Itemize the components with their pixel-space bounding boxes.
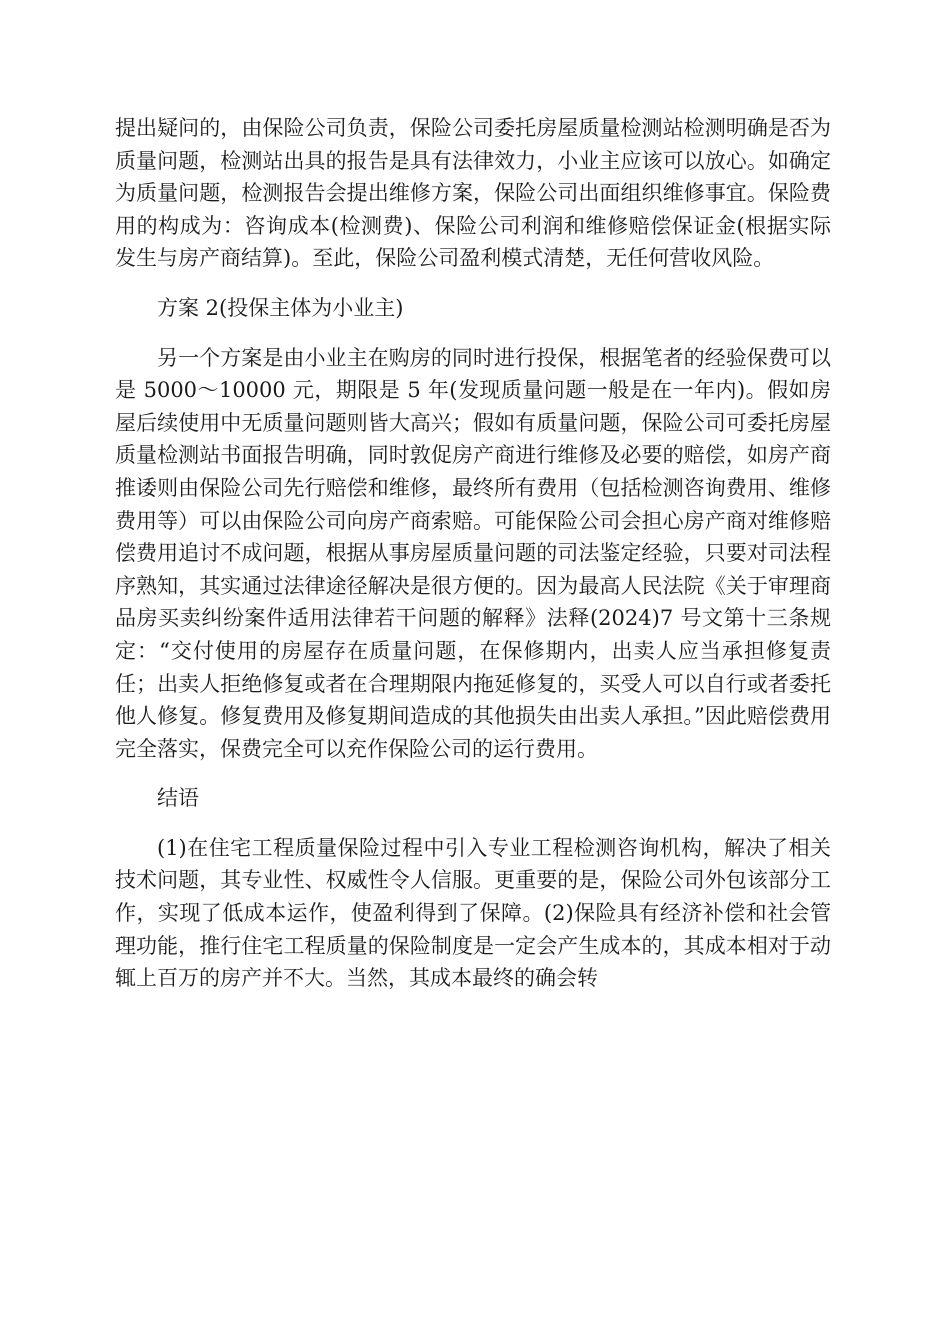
paragraph-plan-2: 另一个方案是由小业主在购房的同时进行投保，根据笔者的经验保费可以是 5000～10000 元，期限是 5 年(发现质量问题一般是在一年内)。假如房屋后续使用中无质量问题则皆大高兴；假如有质量问题，保险公司可委托房屋质量检测站书面报告明确，同时敦促房产商进行维修及必要的赔偿，如房产商推诿则由保险公司先行赔偿和维修，最终所有费用（包括检测咨询费用、维修费用等）可以由保险公司向房产商索赔。可能保险公司会担心房产商对维修赔偿费用追讨不成问题，根据从事房屋质量问题的司法鉴定经验，只要对司法程序熟知，其实通过法律途径解决是很方便的。因为最高人民法院《关于审理商品房买卖纠纷案件适用法律若干问题的解释》法释(2024)7 号文第十三条规定：“交付使用的房屋存在质量问题，在保修期内，出卖人应当承担修复责任；出卖人拒绝修复或者在合理期限内拖延修复的，买受人可以自行或者委托他人修复。修复费用及修复期间造成的其他损失由出卖人承担。”因此赔偿费用完全落实，保费完全可以充作保险公司的运行费用。 (115, 345, 831, 761)
heading-conclusion: 结语 (157, 786, 199, 811)
paragraph-profit-model: 提出疑问的，由保险公司负责，保险公司委托房屋质量检测站检测明确是否为质量问题，检测站出具的报告是具有法律效力，小业主应该可以放心。如确定为质量问题，检测报告会提出维修方案，保险公司出面组织维修事宜。保险费用的构成为：咨询成本(检测费)、保险公司利润和维修赔偿保证金(根据实际发生与房产商结算)。至此，保险公司盈利模式清楚，无任何营收风险。 (115, 116, 831, 271)
document-page (115, 112, 831, 995)
paragraph-conclusion: (1)在住宅工程质量保险过程中引入专业工程检测咨询机构，解决了相关技术问题，其专业性、权威性令人信服。更重要的是，保险公司外包该部分工作，实现了低成本运作，使盈利得到了保障。(2)保险具有经济补偿和社会管理功能，推行住宅工程质量的保险制度是一定会产生成本的，其成本相对于动辄上百万的房产并不大。当然，其成本最终的确会转 (115, 835, 831, 991)
heading-plan-2: 方案 2(投保主体为小业主) (157, 295, 404, 320)
